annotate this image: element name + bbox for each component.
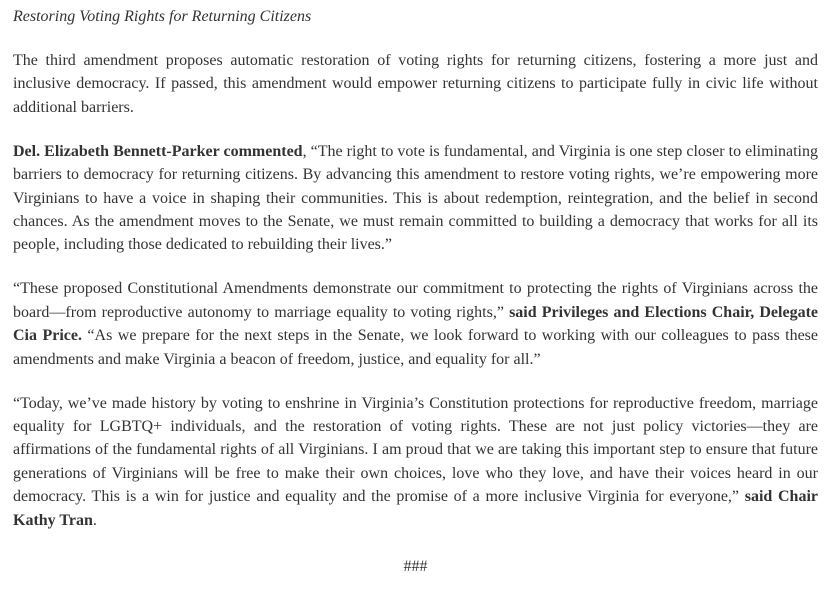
paragraph: [13, 277, 818, 371]
paragraph: [13, 49, 818, 119]
bold-text-run: said Chair Kathy Tran: [13, 488, 818, 529]
text-run: “Today, we’ve made history by voting to enshrine in Virginia’s Constitution protections for reproductive freedom, marriage equality for LGBTQ+ individuals, and the restoration of voting rights. These are not just policy victories—they are affirmations of the fundamental rights of all Virginians. I am proud that we are taking this important step to ensure that future generations of Virginians will be free to make their own choices, love who they love, and have their voices heard in our democracy. This is a win for justice and equality and the promise of a more inclusive Virginia for everyone,”: [13, 394, 818, 506]
text-run: The third amendment proposes automatic restoration of voting rights for returning citizens, fostering a more just and inclusive democracy. If passed, this amendment would empower returning citizens to participate fully in civic life without additional barriers.: [13, 52, 818, 116]
paragraphs: [13, 49, 818, 532]
text-run: “As we prepare for the next steps in the Senate, we look forward to working with our colleagues to pass these amendments and make Virginia a beacon of freedom, justice, and equality for all.”: [13, 327, 819, 368]
bold-text-run: said Privileges and Elections Chair, Delegate Cia Price.: [13, 303, 819, 345]
text-run: “These proposed Constitutional Amendments demonstrate our commitment to protecting the rights of Virginians across the board—from reproductive autonomy to marriage equality to voting rights,”: [13, 280, 818, 321]
paragraph: [13, 392, 818, 532]
text-run: , “The right to vote is fundamental, and Virginia is one step closer to eliminating barriers to democracy for returning citizens. By advancing this amendment to restore voting rights, we’re empowering more Virginians to have a voice in shaping their communities. This is about redemption, reintegration, and the belief in second chances. As the amendment moves to the Senate, we must remain committed to building a democracy that works for all its people, including those dedicated to rebuilding their lives.”: [13, 142, 818, 254]
document-title: Restoring Voting Rights for Returning Citizens: [13, 8, 312, 25]
bold-text-run: Del. Elizabeth Bennett-Parker commented: [13, 142, 303, 160]
text-run: .: [92, 511, 97, 529]
end-marker: ###: [403, 557, 428, 575]
paragraph: [13, 140, 818, 257]
